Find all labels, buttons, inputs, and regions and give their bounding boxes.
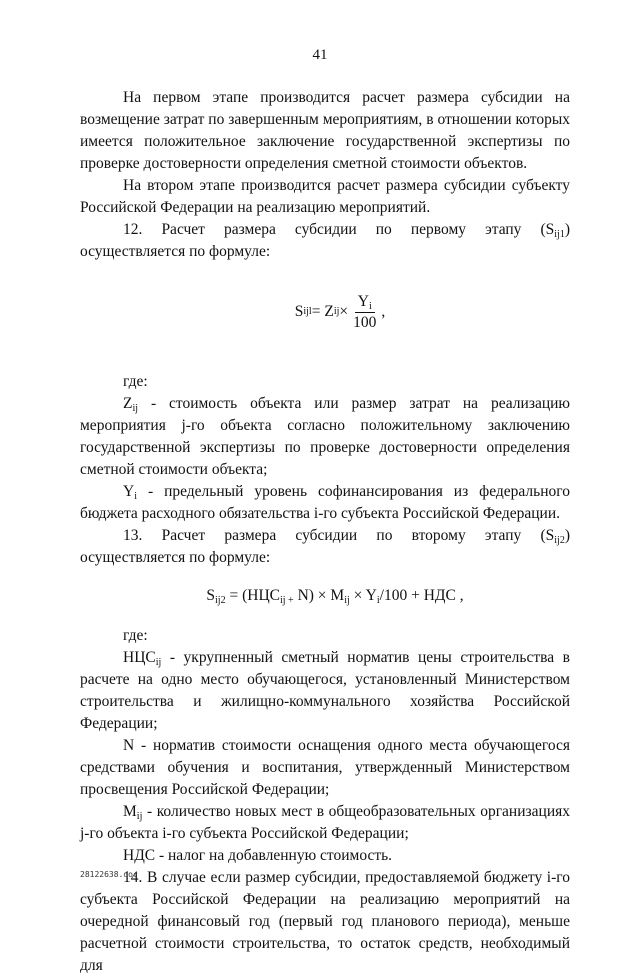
formula2-p1: = (НЦС <box>225 587 280 604</box>
item-12-text-b: ) осуществляется по формуле: <box>80 221 570 260</box>
item-13-text-a: 13. Расчет размера субсидии по второму этапу (S <box>123 527 555 544</box>
def-z-sub: ij <box>132 403 139 414</box>
definition-ncs <box>80 647 570 735</box>
def-y-text: - предельный уровень софинансирования из федерального бюджета расходного обязательства i-го субъекта Российской Федерации. <box>80 483 570 522</box>
def-m-text: - количество новых мест в общеобразовательных организациях j-го объекта i-го субъекта Российской Федерации; <box>80 803 570 842</box>
def-z-symbol: Z <box>123 395 133 412</box>
paragraph-stage-one: На первом этапе производится расчет размера субсидии на возмещение затрат по завершенным мероприятиям, в отношении которых имеется положительное заключение государственной экспертизы по проверке достоверности определения сметной стоимости объектов. <box>80 89 570 172</box>
formula2-ncs-sub: ij + <box>279 595 294 606</box>
formula1-numerator <box>355 292 375 313</box>
definition-n: N - норматив стоимости оснащения одного места обучающегося средствами обучения и воспитания, утвержденный Министерством просвещения Российской Федерации; <box>80 737 570 798</box>
where-label-2: где: <box>123 627 148 644</box>
formula2-p3: × Y <box>349 587 377 604</box>
where-label-1: где: <box>123 373 148 390</box>
def-ncs-symbol: НЦС <box>123 649 156 666</box>
page-number: 41 <box>312 47 328 63</box>
def-ncs-sub: ij <box>155 657 162 668</box>
formula2-p2: N) × M <box>293 587 345 604</box>
formula2-p4: /100 + НДС , <box>379 587 464 604</box>
item-12 <box>80 219 570 263</box>
formula1-num: Y <box>357 292 369 310</box>
item-14: 14. В случае если размер субсидии, предоставляемой бюджету i-го субъекта Российской Федерации на реализацию мероприятий на очередной финансовый год (первый год планового периода), меньше расчетной стоимости строительства, то остаток средств, необходимый для <box>80 869 570 974</box>
def-m-symbol: M <box>123 803 137 820</box>
formula1-lhs: S <box>294 303 304 320</box>
def-ncs-text: - укрупненный сметный норматив цены строительства в расчете на одно место обучающегося, установленный Министерством строительства и жилищно-коммунального хозяйства Российской Федерации; <box>80 649 570 732</box>
formula2-m-sub: ij <box>344 595 350 606</box>
footer-filename: 28122638.doc <box>80 870 138 879</box>
formula1-times: × <box>339 303 349 320</box>
formula1-end: , <box>381 303 386 320</box>
def-m-sub: ij <box>136 811 143 822</box>
def-y-symbol: Y <box>123 483 135 500</box>
paragraph-stage-two: На втором этапе производится расчет размера субсидии субъекту Российской Федерации на реализацию мероприятий. <box>80 177 570 216</box>
item-12-text-a: 12. Расчет размера субсидии по первому этапу (S <box>123 221 555 238</box>
formula-stage-two <box>80 585 570 607</box>
def-y-sub: i <box>134 491 137 502</box>
item-12-sub: ij1 <box>554 229 565 240</box>
formula1-num-sub: i <box>368 300 372 312</box>
item-13 <box>80 525 570 569</box>
page-body <box>80 87 570 977</box>
item-13-sub: ij2 <box>554 535 565 546</box>
formula2-y-sub: i <box>376 595 380 606</box>
def-z-text: - стоимость объекта или размер затрат на реализацию мероприятия j-го объекта согласно положительному заключению государственной экспертизы по проверке достоверности определения сметной стоимости объекта; <box>80 395 570 478</box>
formula1-eq: = Z <box>311 303 334 320</box>
formula-stage-one: S ijl = Z ij × $\frac{Y_i}{100}$ , <box>294 292 386 331</box>
formula1-denominator: 100 <box>353 313 377 331</box>
definition-y <box>80 481 570 525</box>
formula2-s: S <box>206 587 216 604</box>
definition-nds: НДС - налог на добавленную стоимость. <box>123 847 393 864</box>
formula2-s-sub: ij2 <box>215 595 226 606</box>
item-13-text-b: ) осуществляется по формуле: <box>80 527 570 566</box>
definition-z <box>80 393 570 481</box>
definition-m <box>80 801 570 845</box>
formula1-fraction <box>350 292 379 333</box>
